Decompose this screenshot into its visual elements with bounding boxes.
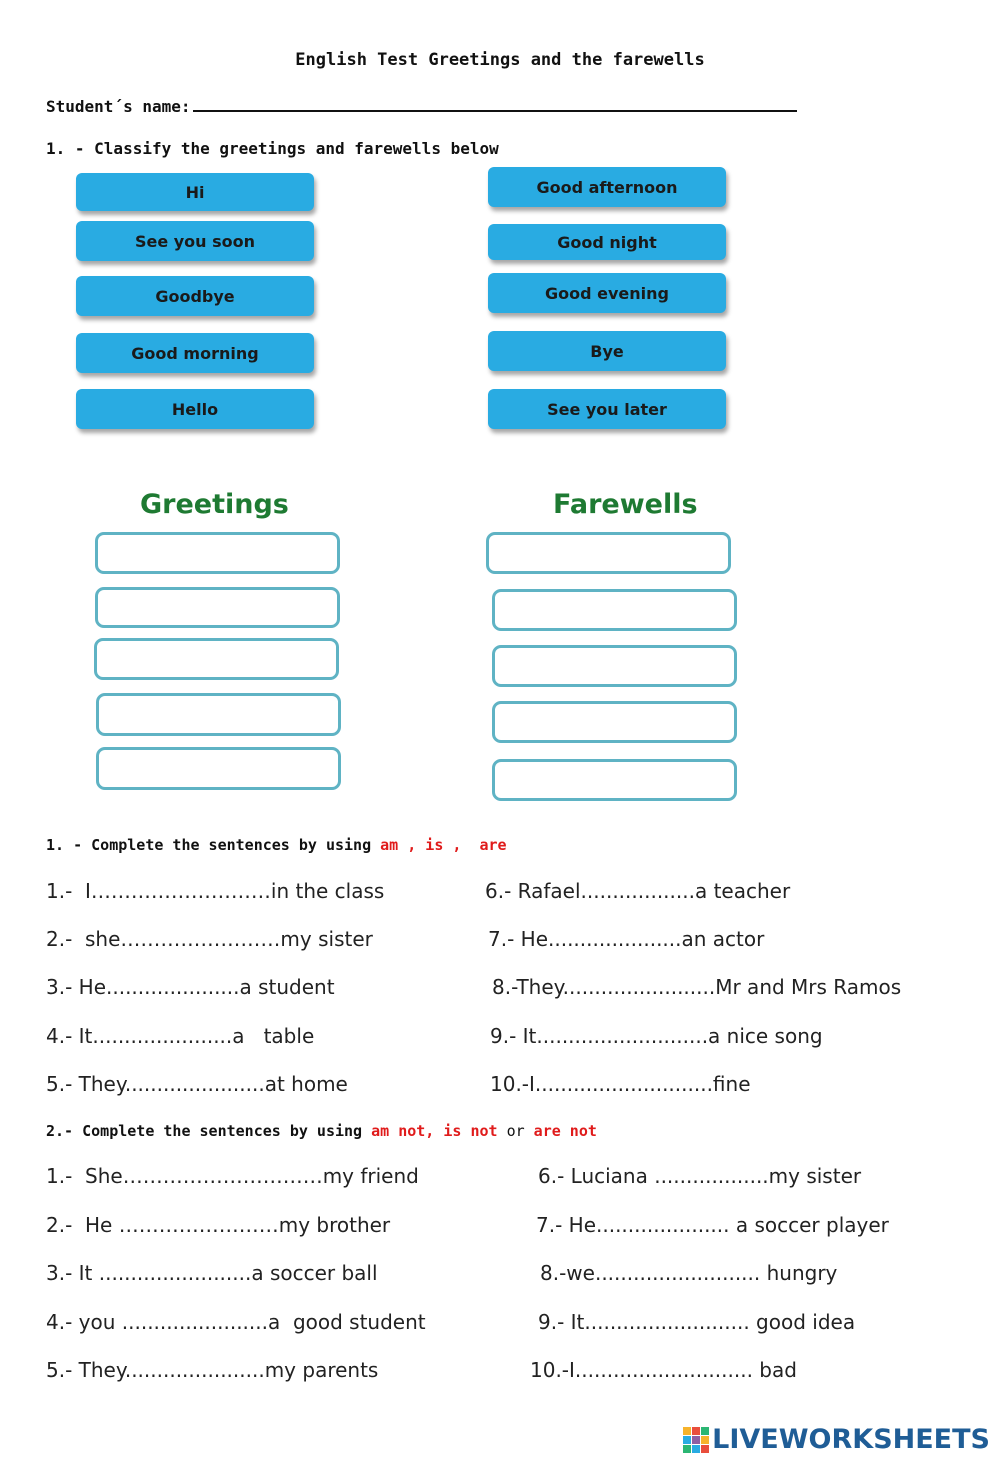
student-name-label: Student´s name: xyxy=(46,97,191,116)
greetings-heading: Greetings xyxy=(140,489,289,520)
instruction-text: 2.- Complete the sentences by using xyxy=(46,1122,372,1140)
drag-chip[interactable]: Good morning xyxy=(76,333,314,373)
drag-chip[interactable]: Hi xyxy=(76,173,314,211)
sentence: 1.- She…………………………my friend xyxy=(46,1164,419,1188)
sentence: 2.- she……………………my sister xyxy=(46,927,373,951)
verb-options-2: are not xyxy=(533,1122,597,1140)
farewells-drop-box[interactable] xyxy=(492,701,737,743)
sentence: 9.- It.......................... good idea xyxy=(538,1310,856,1334)
sentence: 4.- It......................a table xyxy=(46,1024,315,1048)
sentence: 5.- They......................at home xyxy=(46,1072,348,1096)
greetings-drop-box[interactable] xyxy=(94,638,339,680)
drag-chip[interactable]: Good evening xyxy=(488,273,726,313)
logo-grid-icon xyxy=(683,1427,709,1453)
sentence: 8.-we.......................... hungry xyxy=(540,1261,838,1285)
sentence: 1.- I………………………in the class xyxy=(46,879,385,903)
sentence: 2.- He ……………………my brother xyxy=(46,1213,391,1237)
or-word: or xyxy=(497,1122,534,1140)
sentence: 9.- It...........................a nice song xyxy=(490,1024,823,1048)
drag-chip[interactable]: Bye xyxy=(488,331,726,371)
instruction-text: 1. - Complete the sentences by using xyxy=(46,836,381,854)
sentence: 7.- He..................... a soccer player xyxy=(536,1213,889,1237)
sentence: 3.- It ........................a soccer ball xyxy=(46,1261,378,1285)
drag-chip[interactable]: Goodbye xyxy=(76,276,314,316)
farewells-drop-box[interactable] xyxy=(492,589,737,631)
farewells-heading: Farewells xyxy=(553,489,698,520)
farewells-drop-box[interactable] xyxy=(492,645,737,687)
drag-chip[interactable]: See you later xyxy=(488,389,726,429)
sentence: 6.- Rafael..................a teacher xyxy=(485,879,791,903)
sentence: 5.- They......................my parents xyxy=(46,1358,379,1382)
negative-instruction xyxy=(46,1122,597,1140)
sentence: 8.-They........................Mr and Mrs Ramos xyxy=(492,975,902,999)
sentence: 3.- He.....................a student xyxy=(46,975,335,999)
student-name-field[interactable] xyxy=(193,94,797,112)
worksheet-title: English Test Greetings and the farewells xyxy=(295,50,705,70)
drag-chip[interactable]: See you soon xyxy=(76,221,314,261)
drag-chip[interactable]: Hello xyxy=(76,389,314,429)
drag-chip[interactable]: Good afternoon xyxy=(488,167,726,207)
am-is-are-instruction xyxy=(46,836,507,854)
sentence: 4.- you .......................a good student xyxy=(46,1310,426,1334)
greetings-drop-box[interactable] xyxy=(95,587,340,628)
drag-chip[interactable]: Good night xyxy=(488,224,726,260)
sentence: 6.- Luciana ..................my sister xyxy=(538,1164,862,1188)
classify-instruction: 1. - Classify the greetings and farewells below xyxy=(46,139,499,158)
sentence: 7.- He.....................an actor xyxy=(488,927,765,951)
greetings-drop-box[interactable] xyxy=(95,532,340,574)
student-name-row xyxy=(46,94,797,116)
farewells-drop-box[interactable] xyxy=(492,759,737,801)
verb-options: am , is , are xyxy=(380,836,507,854)
farewells-drop-box[interactable] xyxy=(486,532,731,574)
brand-name: LIVEWORKSHEETS xyxy=(712,1424,990,1455)
greetings-drop-box[interactable] xyxy=(96,693,341,736)
liveworksheets-logo[interactable] xyxy=(683,1424,990,1455)
greetings-drop-box[interactable] xyxy=(96,747,341,790)
sentence: 10.-I............................fine xyxy=(490,1072,751,1096)
verb-options-1: am not, is not xyxy=(371,1122,498,1140)
sentence: 10.-I............................ bad xyxy=(530,1358,797,1382)
